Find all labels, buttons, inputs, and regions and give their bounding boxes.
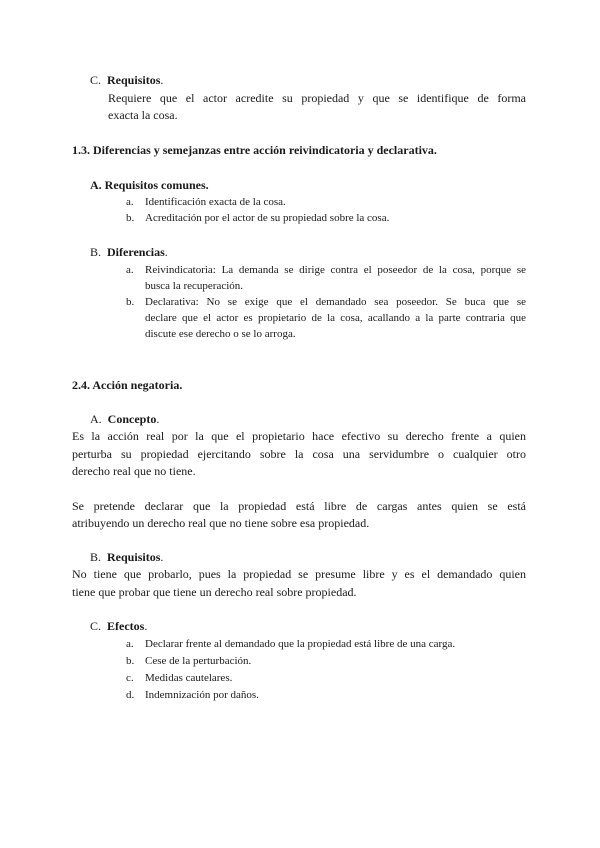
section-1-3-heading: 1.3. Diferencias y semejanzas entre acción reivindicatoria y declarativa. [72, 143, 437, 157]
subsection-b-requisitos: B. Requisitos. [90, 550, 164, 564]
paragraph-line: Se pretende declarar que la propiedad está libre de cargas antes quien se está [72, 499, 526, 513]
section-2-4-heading: 2.4. Acción negatoria. [72, 378, 183, 392]
paragraph-line: perturba su propiedad ejercitando sobre la cosa una servidumbre o cualquier otro [72, 447, 526, 461]
list-item-text: Medidas cautelares. [145, 672, 233, 684]
list-item-text: declare que el actor es propietario de la cosa, acallando a la parte contraria que [145, 312, 526, 324]
list-item-text: Cese de la perturbación. [145, 655, 252, 667]
list-item-text: discute ese derecho o se lo arroga. [145, 328, 296, 340]
subsection-a-requisitos-comunes: A. Requisitos comunes. [90, 178, 209, 192]
list-item-text: busca la recuperación. [145, 280, 244, 292]
list-item-text: Declarativa: No se exige que el demandado sea poseedor. Se buca que se [145, 296, 526, 308]
subsection-c-efectos: C. Efectos. [90, 619, 148, 633]
paragraph-line: exacta la cosa. [108, 108, 178, 122]
list-item: a. [126, 638, 134, 650]
paragraph-line: derecho real que no tiene. [72, 464, 196, 478]
list-item: a. [126, 196, 134, 208]
list-item: b. [126, 296, 135, 308]
paragraph-line: Requiere que el actor acredite su propiedad y que se identifique de forma [108, 91, 526, 105]
list-item-text: Acreditación por el actor de su propiedad sobre la cosa. [145, 212, 390, 224]
subsection-b-diferencias: B. Diferencias. [90, 245, 168, 259]
paragraph-line: atribuyendo un derecho real que no tiene sobre esa propiedad. [72, 516, 370, 530]
list-item-text: Indemnización por daños. [145, 689, 259, 701]
list-item-text: Reivindicatoria: La demanda se dirige contra el poseedor de la cosa, porque se [145, 264, 526, 276]
subsection-a-concepto: A. Concepto. [90, 412, 160, 426]
section-c-requisitos-heading: C. Requisitos. [90, 73, 164, 87]
list-item: a. [126, 264, 134, 276]
list-item: b. [126, 655, 135, 667]
section-title: Requisitos [107, 73, 161, 87]
paragraph-line: No tiene que probarlo, pues la propiedad se presume libre y es el demandado quien [72, 567, 526, 581]
list-item-text: Declarar frente al demandado que la propiedad está libre de una carga. [145, 638, 456, 650]
list-item: b. [126, 212, 135, 224]
list-item: c. [126, 672, 134, 684]
list-item-text: Identificación exacta de la cosa. [145, 196, 286, 208]
paragraph-line: Es la acción real por la que el propietario hace efectivo su derecho frente a quien [72, 429, 526, 443]
paragraph-line: tiene que probar que tiene un derecho real sobre propiedad. [72, 585, 357, 599]
list-item: d. [126, 689, 135, 701]
